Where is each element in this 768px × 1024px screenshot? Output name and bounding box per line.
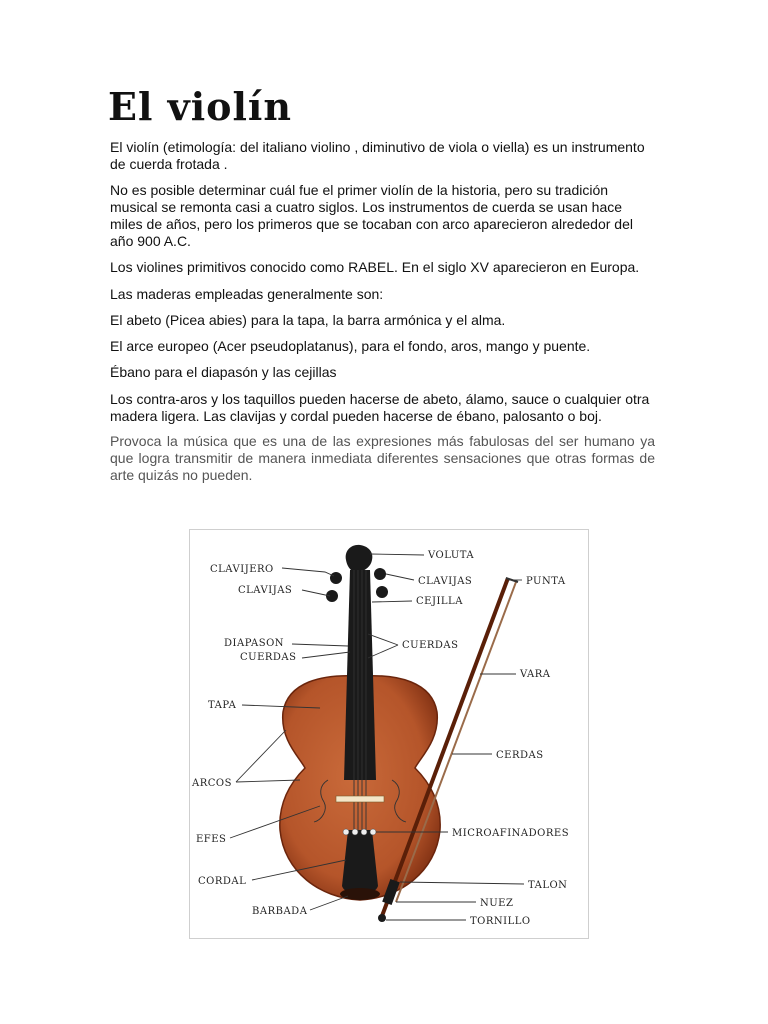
label-cordal: CORDAL xyxy=(198,876,247,887)
label-diapason: DIAPASON xyxy=(224,638,285,649)
fingerboard xyxy=(344,570,376,780)
violin-diagram xyxy=(189,529,589,939)
peg-left-1 xyxy=(330,572,342,584)
label-clavijero: CLAVIJERO xyxy=(210,564,274,575)
label-cuerdas-left: CUERDAS xyxy=(240,652,297,663)
paragraph-ebano: Ébano para el diapasón y las cejillas xyxy=(110,364,337,380)
label-cerdas: CERDAS xyxy=(496,750,544,761)
fine-tuner-3 xyxy=(361,829,367,835)
label-tapa: TAPA xyxy=(208,700,237,711)
paragraph-contra-aros: Los contra-aros y los taquillos pueden hacerse de abeto, álamo, sauce o cualquier otra madera ligera. Las clavijas y cordal pueden hacerse de ébano, palosanto o boj. xyxy=(110,391,650,424)
tailpiece xyxy=(342,830,378,895)
fine-tuner-1 xyxy=(343,829,349,835)
chinrest xyxy=(340,888,380,900)
label-microafinadores: MICROAFINADORES xyxy=(452,828,570,839)
label-vara: VARA xyxy=(520,669,551,680)
scroll xyxy=(346,545,373,572)
paragraph-woods-intro: Las maderas empleadas generalmente son: xyxy=(110,286,384,302)
paragraph-history: No es posible determinar cuál fue el primer violín de la historia, pero su tradición musical se remonta casi a cuatro siglos. Los instrumentos de cuerda se usan hace miles de años, pero los primeros que se tocaban con arco aparecieron alrededor del año 900 A.C. xyxy=(110,182,633,249)
label-nuez: NUEZ xyxy=(480,898,514,909)
label-punta: PUNTA xyxy=(526,576,566,587)
label-voluta: VOLUTA xyxy=(428,550,475,561)
peg-right-2 xyxy=(376,586,388,598)
violin-diagram-svg xyxy=(190,530,588,938)
label-talon: TALON xyxy=(528,880,568,891)
label-cuerdas-right: CUERDAS xyxy=(402,640,459,651)
paragraph-arce: El arce europeo (Acer pseudoplatanus), para el fondo, aros, mango y puente. xyxy=(110,338,591,354)
bridge xyxy=(336,796,384,802)
bow-screw xyxy=(378,914,386,922)
label-tornillo: TORNILLO xyxy=(470,916,531,927)
paragraph-definition: El violín (etimología: del italiano violino , diminutivo de viola o viella) es un instrumento de cuerda frotada . xyxy=(110,139,645,172)
peg-left-2 xyxy=(326,590,338,602)
label-efes: EFES xyxy=(196,834,227,845)
label-clavijas-left: CLAVIJAS xyxy=(238,585,293,596)
paragraph-rabel: Los violines primitivos conocido como RABEL. En el siglo XV aparecieron en Europa. xyxy=(110,259,640,275)
page-title: El violín xyxy=(108,84,292,129)
fine-tuner-2 xyxy=(352,829,358,835)
fine-tuner-4 xyxy=(370,829,376,835)
label-clavijas-right: CLAVIJAS xyxy=(418,576,473,587)
paragraph-music: Provoca la música que es una de las expresiones más fabulosas del ser humano ya que logra transmitir de manera inmediata diferentes sensaciones que otras formas de arte quizás no pueden. xyxy=(110,433,655,483)
peg-right-1 xyxy=(374,568,386,580)
label-arcos: ARCOS xyxy=(192,778,232,789)
label-barbada: BARBADA xyxy=(252,906,308,917)
label-cejilla: CEJILLA xyxy=(416,596,463,607)
paragraph-abeto: El abeto (Picea abies) para la tapa, la barra armónica y el alma. xyxy=(110,312,506,328)
